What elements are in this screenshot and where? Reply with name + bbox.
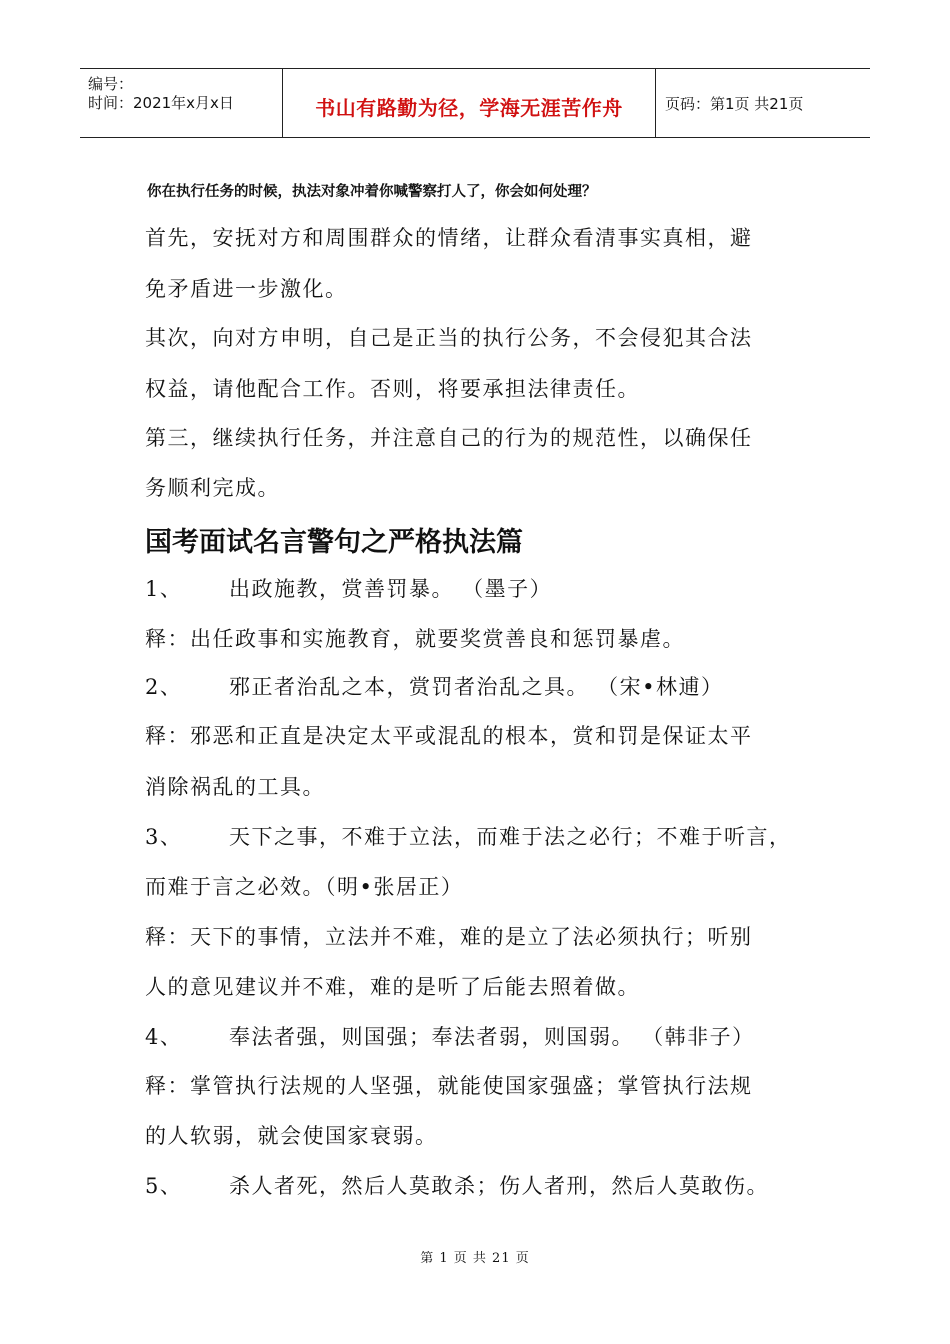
quote-line	[145, 1021, 755, 1051]
header-motto: 书山有路勤为径，学海无涯苦作舟	[315, 96, 623, 120]
quote-line	[145, 671, 724, 701]
document-header	[80, 68, 870, 138]
quote-text: 天下之事，不难于立法，而难于法之必行；不难于听言，	[229, 825, 792, 849]
question-title: 你在执行任务的时候，执法对象冲着你喊警察打人了，你会如何处理？	[147, 184, 597, 200]
quote-explanation: 人的意见建议并不难，难的是听了后能去照着做。	[145, 975, 640, 999]
quote-number: 4、	[145, 1025, 183, 1049]
answer-line: 第三，继续执行任务，并注意自己的行为的规范性，以确保任	[145, 426, 753, 450]
answer-line: 其次，向对方申明，自己是正当的执行公务，不会侵犯其合法	[145, 326, 753, 350]
quote-explanation: 释：掌管执行法规的人坚强，就能使国家强盛；掌管执行法规	[145, 1074, 753, 1098]
quote-line-continued: 而难于言之必效。（明•张居正）	[145, 875, 464, 899]
quote-explanation: 消除祸乱的工具。	[145, 775, 325, 799]
section-title: 国考面试名言警句之严格执法篇	[145, 527, 523, 558]
quote-text: 邪正者治乱之本，赏罚者治乱之具。 （宋•林逋）	[229, 675, 724, 699]
quote-line	[145, 821, 792, 851]
quote-number: 2、	[145, 675, 183, 699]
quote-line	[145, 1170, 769, 1200]
answer-line: 免矛盾进一步激化。	[145, 277, 348, 301]
quote-text: 杀人者死，然后人莫敢杀；伤人者刑，然后人莫敢伤。	[229, 1174, 769, 1198]
quote-explanation: 的人软弱，就会使国家衰弱。	[145, 1124, 438, 1148]
answer-line: 首先，安抚对方和周围群众的情绪，让群众看清事实真相，避	[145, 226, 753, 250]
page-footer: 第 1 页 共 21 页	[420, 1251, 530, 1266]
number-label: 编号：	[88, 75, 134, 93]
quote-explanation: 释：邪恶和正直是决定太平或混乱的根本，赏和罚是保证太平	[145, 724, 753, 748]
time-label: 时间：2021年x月x日	[88, 94, 234, 112]
header-motto-cell	[282, 69, 656, 137]
answer-line: 务顺利完成。	[145, 476, 280, 500]
quote-explanation: 释：天下的事情，立法并不难，难的是立了法必须执行；听别	[145, 925, 753, 949]
page-info: 页码：第1页 共21页	[665, 95, 804, 113]
header-meta-cell	[80, 69, 281, 137]
quote-text: 出政施教，赏善罚暴。 （墨子）	[229, 577, 553, 601]
answer-line: 权益，请他配合工作。否则，将要承担法律责任。	[145, 377, 640, 401]
quote-number: 1、	[145, 577, 183, 601]
quote-line	[145, 573, 552, 603]
quote-text: 奉法者强，则国强；奉法者弱，则国弱。 （韩非子）	[229, 1025, 755, 1049]
quote-explanation: 释：出任政事和实施教育，就要奖赏善良和惩罚暴虐。	[145, 627, 685, 651]
header-page-cell	[655, 69, 870, 137]
quote-number: 5、	[145, 1174, 183, 1198]
quote-number: 3、	[145, 825, 183, 849]
